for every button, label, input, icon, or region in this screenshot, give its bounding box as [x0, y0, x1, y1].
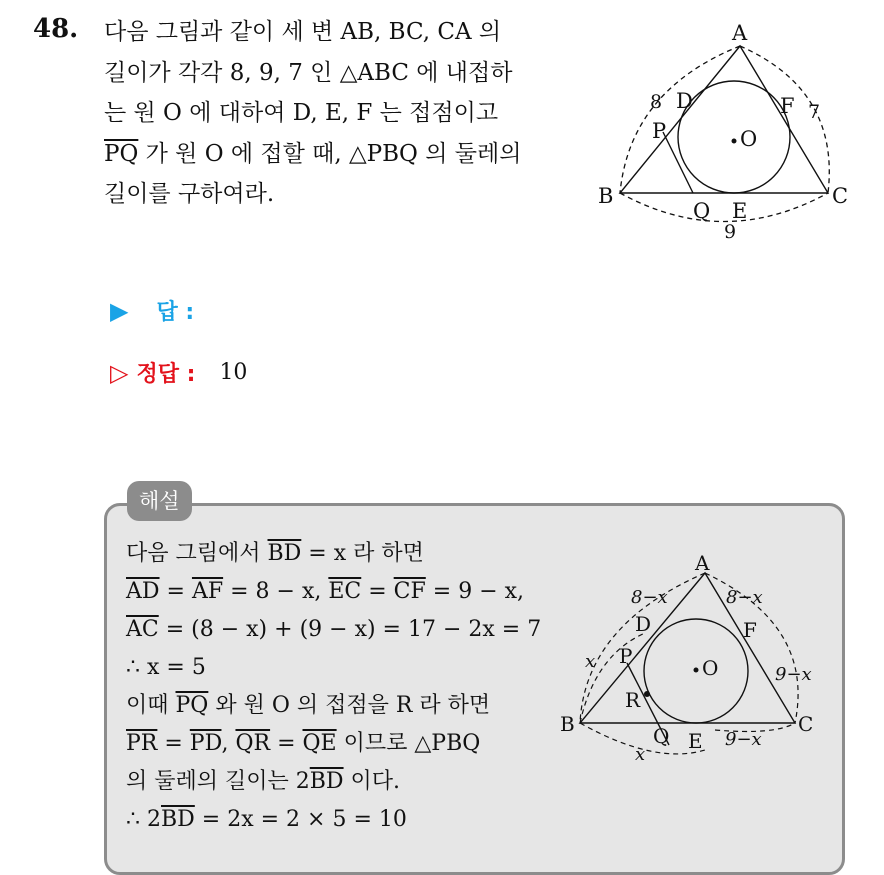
label-F: F — [780, 94, 795, 118]
label-E: E — [732, 199, 748, 223]
solution-line: ∴ x = 5 — [126, 655, 206, 680]
play-icon: ▶ — [110, 296, 129, 325]
label-F: F — [743, 618, 757, 642]
correct-answer-value: 10 — [219, 360, 248, 385]
answer-label: 답 : — [156, 300, 195, 325]
solution-line: ∴ $2\overline{BD} = 2x = 2 \times 5 = 10$ — [126, 807, 407, 832]
label-ce: 9−x — [725, 729, 762, 750]
solution-line: 다음 그림에서 $\overline{BD} = x$ 라 하면 — [126, 541, 424, 566]
label-ab: 8 — [650, 91, 663, 113]
triangle-diagram — [590, 20, 860, 250]
label-D: D — [635, 612, 652, 636]
label-C: C — [798, 712, 814, 736]
solution-line: $\overline{PR} = \overline{PD}$, $\overline{QR} = \overline{QE}$ 이므로 △PBQ — [126, 731, 481, 756]
label-ac: 7 — [808, 101, 821, 123]
answer-row — [110, 295, 194, 326]
solution-diagram — [555, 545, 835, 775]
label-P: P — [619, 644, 633, 668]
label-A: A — [732, 21, 748, 45]
correct-answer-label: 정답 : — [136, 362, 196, 387]
label-Q: Q — [693, 199, 711, 223]
question-line: $\overline{PQ}$ 가 원 O 에 접할 때, △PBQ 의 둘레의 — [104, 140, 522, 167]
label-C: C — [832, 184, 849, 208]
label-D: D — [676, 89, 693, 113]
solution-line: $\overline{AD} = \overline{AF} = 8 - x$, $\overline{EC} = \overline{CF} = 9 - x$, — [126, 579, 525, 604]
question-line: 다음 그림과 같이 세 변 AB, BC, CA 의 — [104, 19, 502, 45]
label-bp: x — [585, 651, 596, 672]
outline-play-icon: ▷ — [110, 358, 129, 387]
label-O: O — [740, 127, 758, 151]
question-line: 길이를 구하여라. — [104, 181, 275, 207]
solution-text — [126, 535, 541, 839]
correct-answer-row — [110, 357, 247, 388]
label-B: B — [560, 712, 575, 736]
question-line: 는 원 O 에 대하여 D, E, F 는 접점이고 — [104, 100, 499, 126]
label-B: B — [598, 184, 614, 208]
label-ad: 8−x — [631, 587, 668, 608]
label-O: O — [702, 656, 719, 680]
label-R: R — [625, 688, 641, 712]
label-af: 8−x — [726, 587, 763, 608]
label-E: E — [688, 729, 703, 753]
label-A: A — [695, 551, 710, 575]
label-P: P — [652, 119, 667, 143]
question-text — [104, 12, 574, 215]
solution-line: 의 둘레의 길이는 $2\overline{BD}$ 이다. — [126, 769, 401, 794]
question-line: 길이가 각각 8, 9, 7 인 △ABC 에 내접하 — [104, 59, 513, 86]
solution-line: $\overline{AC} = (8 - x) + (9 - x) = 17 - 2x = 7$ — [126, 617, 542, 642]
label-cf: 9−x — [775, 664, 812, 685]
label-Q: Q — [653, 724, 670, 748]
question-number: 48. — [33, 14, 79, 44]
label-bq: x — [635, 744, 646, 765]
solution-tag: 해설 — [127, 481, 192, 521]
solution-line: 이때 $\overline{PQ}$ 와 원 O 의 접점을 R 라 하면 — [126, 693, 491, 718]
label-bc: 9 — [724, 221, 737, 243]
